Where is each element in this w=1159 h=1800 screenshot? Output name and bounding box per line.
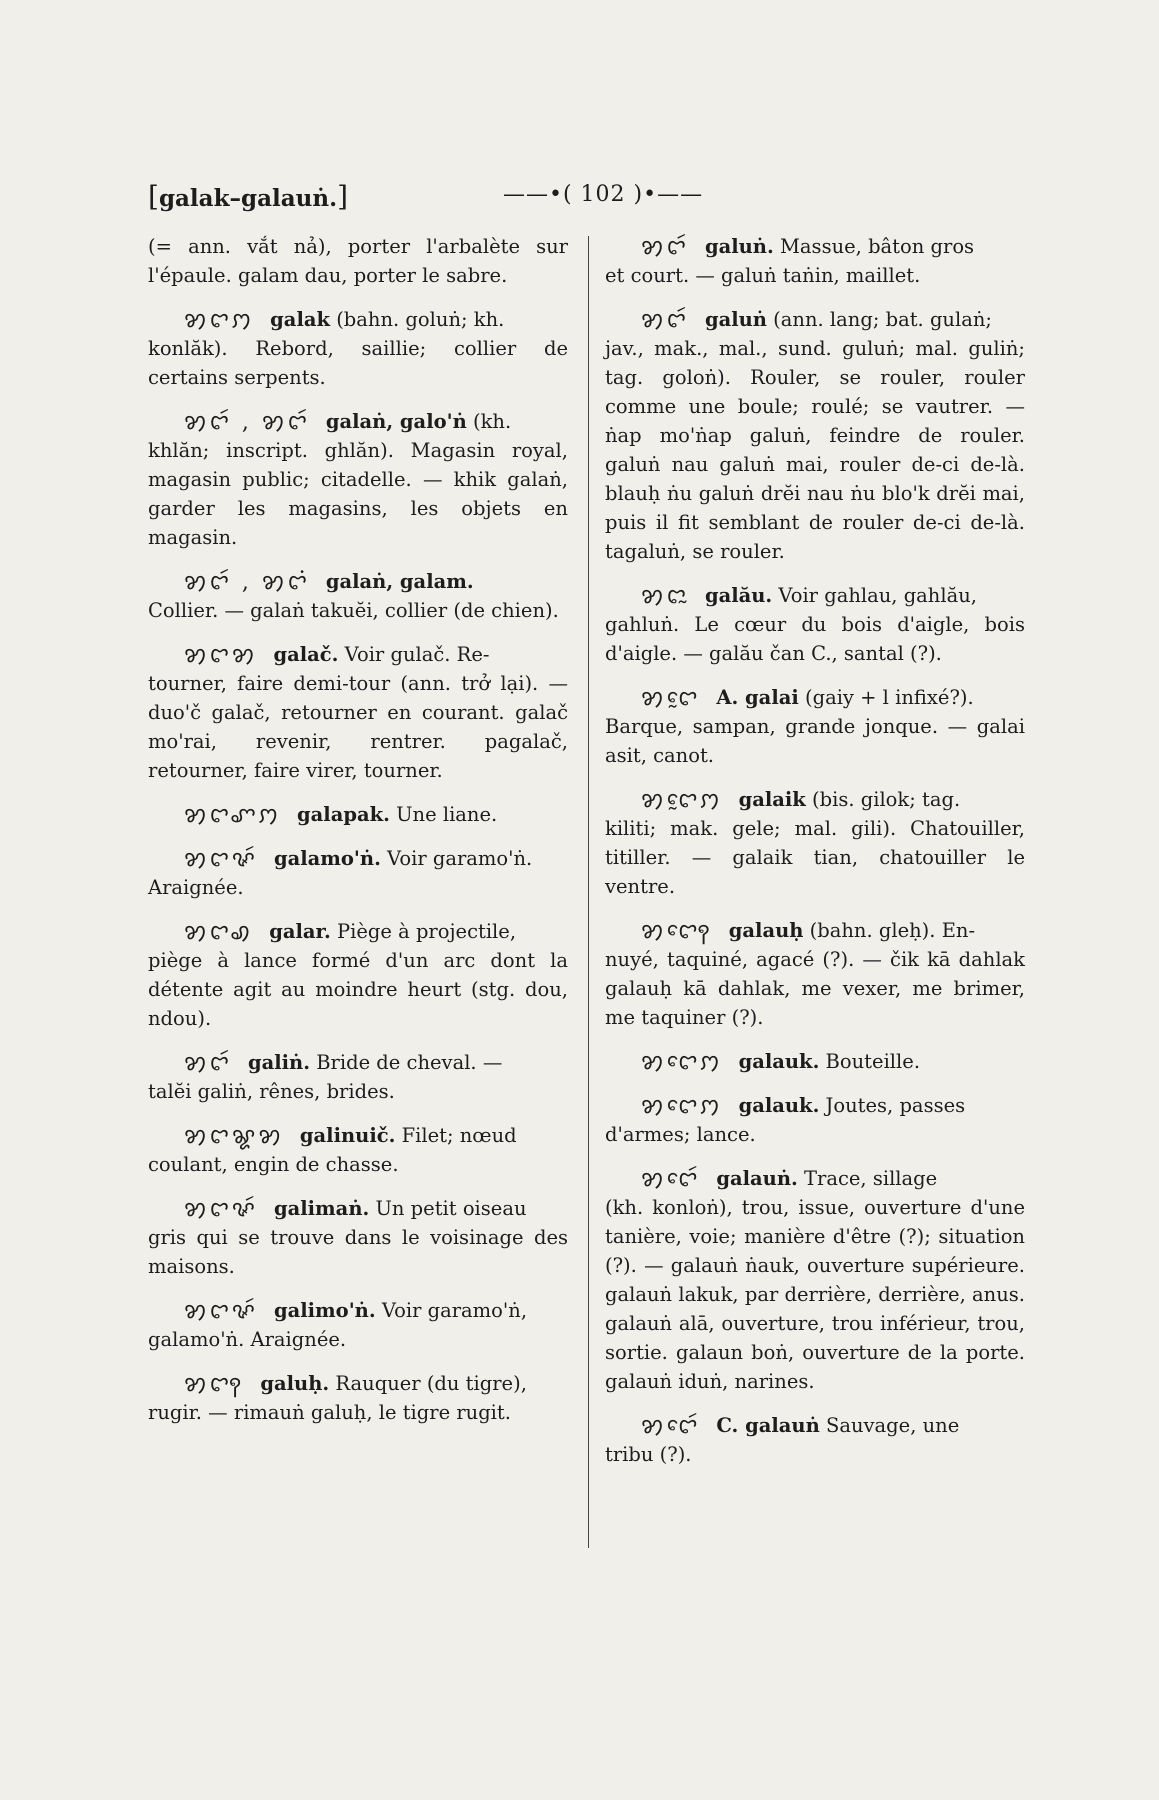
definition-start: Un petit oiseau <box>369 1197 527 1220</box>
dictionary-entry <box>605 916 1025 1032</box>
entry-head-line <box>148 1121 568 1150</box>
entry-head-text <box>269 917 568 946</box>
dictionary-entry <box>148 1194 568 1281</box>
entry-head-line <box>605 232 1025 261</box>
definition-start: (ann. lang; bat. gulaṅ; <box>766 308 992 331</box>
entry-head-text <box>248 1048 568 1077</box>
dictionary-entry <box>605 232 1025 290</box>
entry-head-line <box>148 1194 568 1223</box>
definition-text: nuyé, taquiné, agacé (?). — čik kā dahlak galauḥ kā dahlak, me vexer, me brimer, me taquiner (?). <box>605 948 1025 1029</box>
dictionary-entry <box>605 785 1025 901</box>
entry-head-line <box>605 1411 1025 1440</box>
definition-text: gahluṅ. Le cœur du bois d'aigle, bois d'aigle. — galău čan C., santal (?). <box>605 613 1025 665</box>
entry-head-text <box>274 1194 568 1223</box>
definition-text: Araignée. <box>148 876 244 899</box>
definition-start: Piège à projectile, <box>330 920 517 943</box>
definition-text: konlăk). Rebord, saillie; collier de certains serpents. <box>148 337 568 389</box>
entry-head-text <box>739 1047 1025 1076</box>
definition-text: coulant, engin de chasse. <box>148 1153 399 1176</box>
entry-head-text <box>274 1296 568 1325</box>
cham-script-word: ꩄꨤꩃ , ꩄꨤꩌ <box>184 570 310 595</box>
cham-script-word: ꩄꨤꩃ <box>641 308 689 333</box>
dictionary-entry <box>148 1048 568 1106</box>
headword: galinuič. <box>299 1124 396 1147</box>
cham-script-word: ꩄꨤꩄ <box>184 643 258 668</box>
cham-script-word: ꩄꨤꨟꩃ <box>184 1197 258 1222</box>
headword: galauk. <box>738 1050 820 1073</box>
definition-start: Trace, sillage <box>797 1167 938 1190</box>
cham-script-word: ꩄꨤꩀ <box>184 308 255 333</box>
cham-script-word: ꩄꨤꨯꩀ <box>641 1050 723 1075</box>
definition-start: (gaiy + l infixé?). <box>798 686 974 709</box>
headword: A. galai <box>716 686 799 709</box>
definition-start: (kh. <box>466 410 512 433</box>
dictionary-entry <box>605 581 1025 668</box>
entry-head-line <box>148 1369 568 1398</box>
cham-script-word: ꩄꨤꨰ <box>641 686 701 711</box>
entry-head-line <box>148 800 568 829</box>
cham-script-word: ꩄꨤꨭ <box>641 584 689 609</box>
definition-start: Une liane. <box>389 803 498 826</box>
entry-head-text <box>705 305 1025 334</box>
definition-text: et court. — galuṅ taṅin, maillet. <box>605 264 921 287</box>
headword: galamo'ṅ. <box>273 847 381 870</box>
dictionary-entry <box>148 1121 568 1179</box>
entry-head-line <box>148 1048 568 1077</box>
definition-text: galamo'ṅ. Araignée. <box>148 1328 347 1351</box>
definition-text: piège à lance formé d'un arc dont la détente agit au moindre heurt (stg. dou, ndou). <box>148 949 568 1030</box>
entry-head-text <box>326 407 568 436</box>
entry-head-text <box>716 1164 1025 1193</box>
entry-head-line <box>148 640 568 669</box>
headword: galuḥ. <box>260 1372 330 1395</box>
definition-start: Voir gulač. Re- <box>338 643 490 666</box>
cham-script-word: ꩄꨤꨚꩀ <box>184 803 282 828</box>
entry-head-text <box>270 305 568 334</box>
definition-start: Massue, bâton gros <box>773 235 975 258</box>
entry-head-text <box>260 1369 568 1398</box>
entry-head-line <box>148 305 568 334</box>
definition-text: d'armes; lance. <box>605 1123 756 1146</box>
headword: galuṅ. <box>704 235 774 258</box>
entry-head-text <box>326 567 568 596</box>
headword: C. galauṅ <box>716 1414 820 1437</box>
definition-text: tourner, faire demi-tour (ann. trở lại). — duo'č galač, retourner en courant. galač mo'rai, revenir, rentrer. pagalač, retourner, faire virer, tourner. <box>148 672 568 782</box>
entry-head-text <box>739 1091 1025 1120</box>
cham-script-word: ꩄꨤꩍ <box>184 1372 245 1397</box>
definition-start: (bahn. gleḥ). En- <box>803 919 976 942</box>
dictionary-entry <box>605 1091 1025 1149</box>
cham-script-word: ꩄꨤꨯꩀ <box>641 1094 723 1119</box>
definition-text: tribu (?). <box>605 1443 692 1466</box>
page-number: ——•( 102 )•—— <box>503 182 704 207</box>
headword: galar. <box>269 920 331 943</box>
definition-start: Sauvage, une <box>819 1414 960 1437</box>
entry-head-line <box>148 1296 568 1325</box>
running-head <box>148 180 1028 220</box>
running-head-left: [galak–galauṅ.] <box>148 180 349 213</box>
headword: galak <box>270 308 330 331</box>
definition-start: Filet; nœud <box>395 1124 517 1147</box>
entry-head-text <box>705 581 1025 610</box>
cham-script-word: ꩄꨤꨯꩃ <box>641 1414 701 1439</box>
entry-head-line <box>605 683 1025 712</box>
entry-head-line <box>148 567 568 596</box>
entry-head-line <box>148 407 568 436</box>
dictionary-entry <box>148 1369 568 1427</box>
entry-head-text <box>273 640 568 669</box>
definition-start: Rauquer (du tigre), <box>329 1372 527 1395</box>
cham-script-word: ꩄꨤꨘꩄ <box>184 1124 284 1149</box>
definition-text: talĕi galiṅ, rênes, brides. <box>148 1080 395 1103</box>
headword: galapak. <box>297 803 390 826</box>
headword: galimo'ṅ. <box>273 1299 376 1322</box>
cham-script-word: ꩄꨤꨯꩃ <box>641 1167 701 1192</box>
dictionary-entry <box>148 640 568 785</box>
definition-text: (kh. konloṅ), trou, issue, ouverture d'une tanière, voie; manière d'être (?); situation (?). — galauṅ ṅauk, ouverture supérieure. galauṅ lakuk, par derrière, derrière, anus. galauṅ alā, ouverture, trou inférieur, trou, sortie. galaun boṅ, ouverture de la porte. galauṅ iduṅ, narines. <box>605 1196 1025 1393</box>
entry-head-line <box>148 917 568 946</box>
dictionary-entry <box>605 683 1025 770</box>
cham-script-word: ꩄꨤꩃ <box>641 235 689 260</box>
definition-start: (bis. gilok; tag. <box>805 788 961 811</box>
definition-text: rugir. — rimauṅ galuḥ, le tigre rugit. <box>148 1401 511 1424</box>
left-column <box>148 232 568 1442</box>
dictionary-entry <box>148 305 568 392</box>
definition-text: jav., mak., mal., sund. guluṅ; mal. guliṅ; tag. goloṅ). Rouler, se rouler, rouler comme une boule; roulé; se vautrer. — ṅap mo'ṅap galuṅ, feindre de rouler. galuṅ nau galuṅ mai, rouler de-ci de-là. blauḥ ṅu galuṅ drĕi nau ṅu blo'k drĕi mai, puis il fit semblant de rouler de-ci de-là. tagaluṅ, se rouler. <box>605 337 1025 563</box>
entry-head-line <box>605 305 1025 334</box>
definition-text: Barque, sampan, grande jonque. — galai asit, canot. <box>605 715 1025 767</box>
cham-script-word: ꩄꨤꨰꩀ <box>641 788 723 813</box>
preamble-text: (= ann. vắt nả), porter l'arbalète sur l'épaule. galam dau, porter le sabre. <box>148 235 568 287</box>
definition-start: Voir garamo'ṅ. <box>380 847 533 870</box>
definition-text: Collier. — galaṅ takuĕi, collier (de chien). <box>148 599 559 622</box>
column-divider <box>588 236 589 1548</box>
definition-text: khlăn; inscript. ghlăn). Magasin royal, magasin public; citadelle. — khik galaṅ, garder les magasins, les objets en magasin. <box>148 439 568 549</box>
definition-start: Bride de cheval. — <box>310 1051 503 1074</box>
dictionary-entry <box>148 407 568 552</box>
headword: galač. <box>273 643 339 666</box>
right-column <box>605 232 1025 1484</box>
definition-start: Voir garamo'ṅ, <box>375 1299 528 1322</box>
dictionary-entry <box>148 917 568 1033</box>
definition-text: kiliti; mak. gele; mal. gili). Chatouiller, titiller. — galaik tian, chatouiller le ventre. <box>605 817 1025 898</box>
entry-head-line <box>605 1164 1025 1193</box>
entry-head-text <box>274 844 568 873</box>
entry-head-text <box>729 916 1025 945</box>
definition-text: gris qui se trouve dans le voisinage des maisons. <box>148 1226 568 1278</box>
dictionary-entry <box>605 1411 1025 1469</box>
entry-head-line <box>605 1091 1025 1120</box>
cham-script-word: ꩄꨤꩃ , ꩄꨤꩃ <box>184 410 310 435</box>
cham-script-word: ꩄꨤꨟꩃ <box>184 1299 258 1324</box>
dictionary-entry <box>605 1047 1025 1076</box>
headword: galiṅ. <box>247 1051 310 1074</box>
headword: galauk. <box>738 1094 820 1117</box>
definition-start: Joutes, passes <box>819 1094 966 1117</box>
running-head-range: galak–galauṅ. <box>158 185 338 212</box>
dictionary-entry <box>148 567 568 625</box>
definition-start: Bouteille. <box>819 1050 921 1073</box>
entry-head-line <box>605 581 1025 610</box>
cham-script-word: ꩄꨤꨟꩃ <box>184 847 258 872</box>
dictionary-entry <box>148 844 568 902</box>
entry-head-text <box>300 1121 568 1150</box>
headword: galău. <box>704 584 773 607</box>
headword: galauḥ <box>728 919 804 942</box>
headword: galaik <box>738 788 806 811</box>
headword: galaṅ, galo'ṅ <box>325 410 467 433</box>
dictionary-entry <box>148 800 568 829</box>
entry-head-line <box>605 916 1025 945</box>
entry-head-text <box>705 232 1025 261</box>
cham-script-word: ꩄꨤꩃ <box>184 1051 232 1076</box>
entry-head-line <box>605 785 1025 814</box>
headword: galauṅ. <box>716 1167 798 1190</box>
entry-head-text <box>739 785 1025 814</box>
dictionary-entry <box>148 1296 568 1354</box>
headword: galuṅ <box>704 308 767 331</box>
entry-head-text <box>716 683 1025 712</box>
entry-head-text <box>297 800 568 829</box>
entry-head-line <box>148 844 568 873</box>
dictionary-entry <box>605 305 1025 566</box>
headword: galaṅ, galam. <box>325 570 474 593</box>
cham-script-word: ꩄꨤꩉ <box>184 920 254 945</box>
headword: galimaṅ. <box>273 1197 370 1220</box>
entry-head-text <box>716 1411 1025 1440</box>
cham-script-word: ꩄꨤꨯꩍ <box>641 919 713 944</box>
dictionary-entry <box>605 1164 1025 1396</box>
entry-head-line <box>605 1047 1025 1076</box>
definition-start: (bahn. goluṅ; kh. <box>330 308 505 331</box>
definition-start: Voir gahlau, gahlău, <box>772 584 977 607</box>
